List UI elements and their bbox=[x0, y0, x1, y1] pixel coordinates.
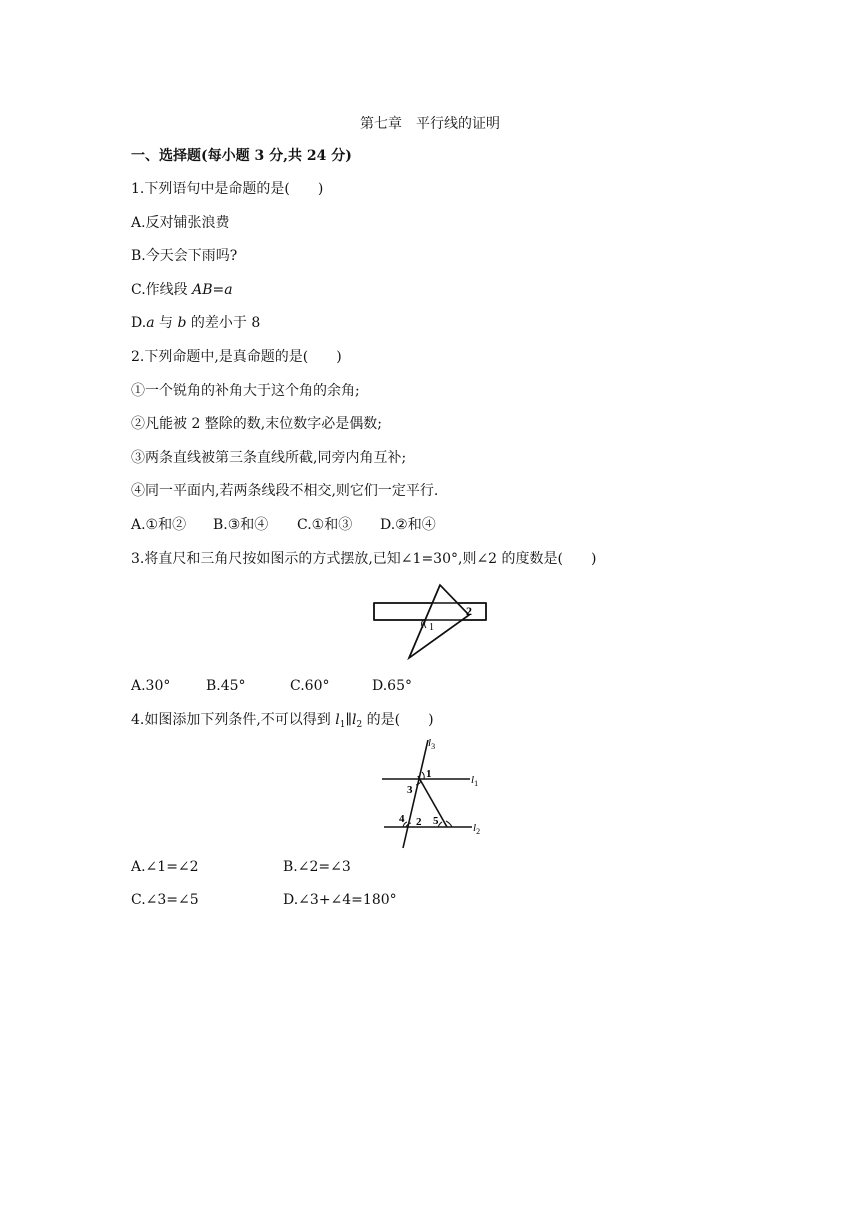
q1-option-b: B.今天会下雨吗? bbox=[131, 248, 238, 264]
q4-stem: 4.如图添加下列条件,不可以得到 $l_1\parallel l_2$ 的是( ) bbox=[131, 712, 434, 730]
label-l1: $l_1$ bbox=[471, 774, 479, 788]
q1-stem: 1.下列语句中是命题的是( ) bbox=[131, 181, 324, 197]
q2-statement-1: ①一个锐角的补角大于这个角的余角; bbox=[131, 383, 360, 399]
q1-option-d: D.a 与 b 的差小于 8 bbox=[131, 315, 261, 331]
q4-option-c: C.∠3=∠5 bbox=[131, 892, 199, 908]
q2-statement-3: ③两条直线被第三条直线所截,同旁内角互补; bbox=[131, 450, 407, 466]
page-title: 第七章 平行线的证明 bbox=[360, 116, 500, 132]
label-l2: $l_2$ bbox=[473, 822, 481, 836]
q2-option-b: B.③和④ bbox=[213, 517, 269, 533]
angle-label-1: 1 bbox=[426, 768, 432, 780]
q2-option-d: D.②和④ bbox=[380, 517, 436, 533]
angle-label-1: 1 bbox=[429, 622, 434, 633]
q3-option-b: B.45° bbox=[206, 678, 246, 694]
q3-option-a: A.30° bbox=[131, 678, 171, 694]
section-heading: 一、选择题(每小题 3 分,共 24 分) bbox=[131, 148, 352, 164]
q4-option-a: A.∠1=∠2 bbox=[131, 859, 199, 875]
q3-option-c: C.60° bbox=[290, 678, 330, 694]
q1-option-a: A.反对铺张浪费 bbox=[131, 215, 230, 231]
q2-statement-4: ④同一平面内,若两条线段不相交,则它们一定平行. bbox=[131, 483, 439, 499]
label-l3: $l_3$ bbox=[428, 737, 436, 751]
angle-label-4: 4 bbox=[399, 813, 405, 825]
q4-option-d: D.∠3+∠4=180° bbox=[283, 892, 397, 908]
q2-statement-2: ②凡能被 2 整除的数,末位数字必是偶数; bbox=[131, 416, 382, 432]
ruler-triangle-figure bbox=[370, 582, 492, 662]
q2-stem: 2.下列命题中,是真命题的是( ) bbox=[131, 349, 342, 365]
angle-label-2: 2 bbox=[466, 604, 472, 618]
parallel-lines-figure bbox=[376, 732, 492, 852]
angle-label-3: 3 bbox=[407, 784, 413, 796]
q2-option-c: C.①和③ bbox=[297, 517, 353, 533]
q3-option-d: D.65° bbox=[372, 678, 412, 694]
q2-option-a: A.①和② bbox=[131, 517, 187, 533]
angle-label-2: 2 bbox=[416, 816, 422, 828]
angle-label-5: 5 bbox=[433, 815, 439, 827]
q1-option-c: C.作线段 AB=a bbox=[131, 282, 233, 298]
q4-option-b: B.∠2=∠3 bbox=[283, 859, 351, 875]
q3-stem: 3.将直尺和三角尺按如图示的方式摆放,已知∠1=30°,则∠2 的度数是( ) bbox=[131, 551, 597, 567]
